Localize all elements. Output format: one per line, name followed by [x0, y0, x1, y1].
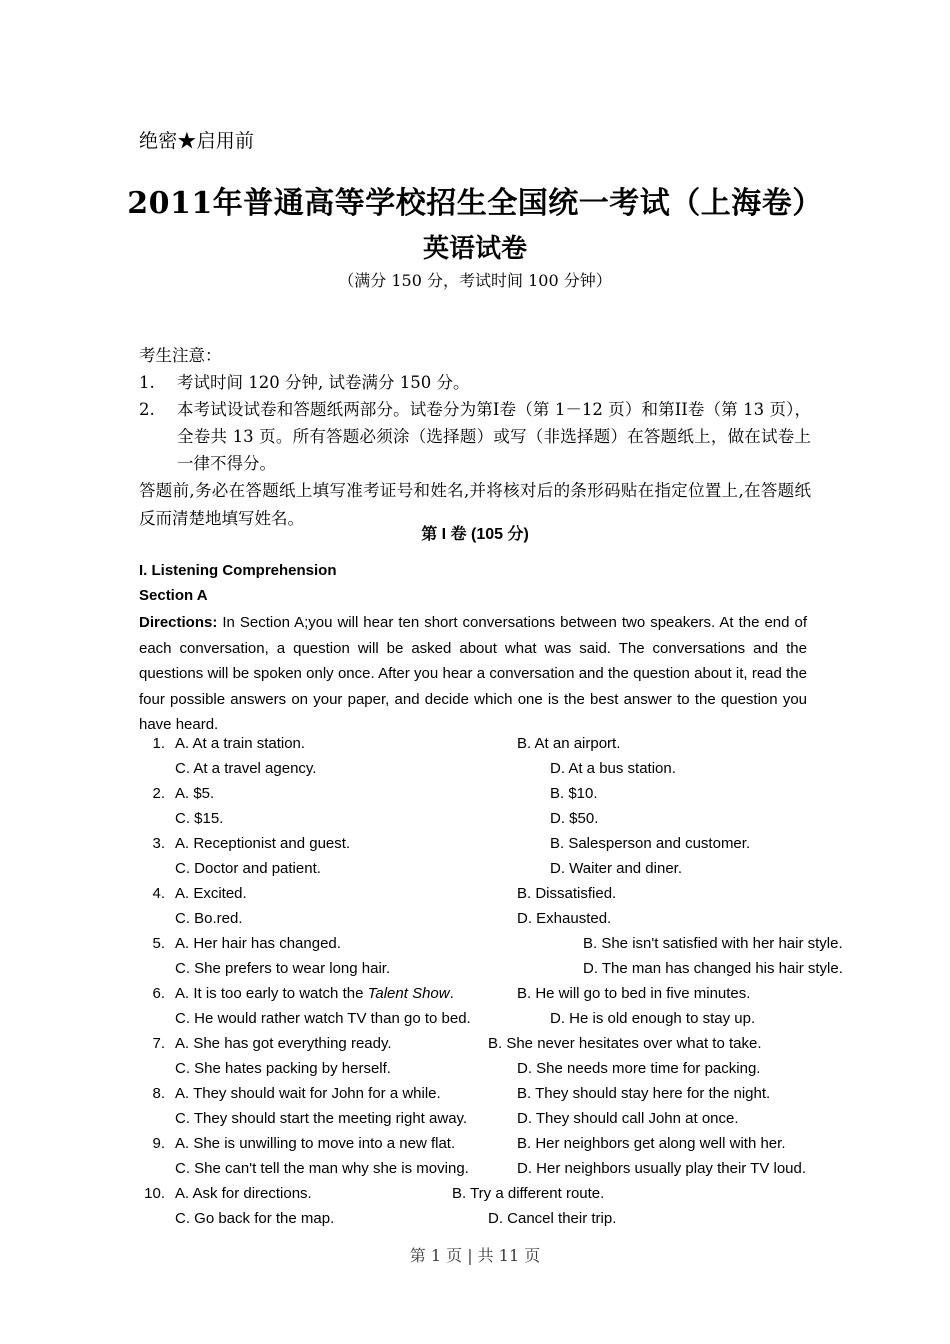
option-c[interactable]: C. He would rather watch TV than go to bed. — [175, 1010, 471, 1027]
option-b[interactable]: B. Dissatisfied. — [517, 885, 617, 902]
question-row — [139, 1131, 829, 1156]
question-row — [139, 1006, 829, 1031]
question-number: 6. — [152, 985, 165, 1002]
part-one-heading: 第 I 卷 (105 分) — [421, 526, 529, 543]
option-a[interactable]: A. She has got everything ready. — [175, 1035, 392, 1052]
option-d[interactable]: D. Cancel their trip. — [488, 1210, 617, 1227]
option-c[interactable]: C. Doctor and patient. — [175, 860, 321, 877]
option-b[interactable]: B. They should stay here for the night. — [517, 1085, 771, 1102]
question-number: 2. — [152, 785, 165, 802]
option-b[interactable]: B. She never hesitates over what to take. — [488, 1035, 762, 1052]
option-c[interactable]: C. Go back for the map. — [175, 1210, 335, 1227]
question-number: 9. — [152, 1135, 165, 1152]
option-c[interactable]: C. She can't tell the man why she is moving. — [175, 1160, 469, 1177]
directions-paragraph — [139, 610, 807, 738]
question-row — [139, 831, 829, 856]
option-c[interactable]: C. They should start the meeting right away. — [175, 1110, 468, 1127]
question-number: 7. — [152, 1035, 165, 1052]
option-b[interactable]: B. $10. — [550, 785, 598, 802]
notice-item — [139, 369, 811, 396]
question-number: 10. — [144, 1185, 165, 1202]
option-c[interactable]: C. At a travel agency. — [175, 760, 317, 777]
option-d[interactable]: D. He is old enough to stay up. — [550, 1010, 756, 1027]
question-number: 3. — [152, 835, 165, 852]
option-a[interactable]: A. Her hair has changed. — [175, 935, 341, 952]
page-title: 2011年普通高等学校招生全国统一考试（上海卷） — [127, 186, 823, 221]
option-b[interactable]: B. At an airport. — [517, 735, 621, 752]
option-d[interactable]: D. The man has changed his hair style. — [583, 960, 843, 977]
directions-label: Directions: — [139, 614, 218, 631]
page-subtitle: 英语试卷 — [422, 234, 527, 264]
question-row — [139, 781, 829, 806]
option-a[interactable] — [175, 981, 454, 1006]
option-a[interactable]: A. Receptionist and guest. — [175, 835, 351, 852]
option-a[interactable]: A. Ask for directions. — [175, 1185, 312, 1202]
option-a[interactable]: A. $5. — [175, 785, 215, 802]
option-c[interactable]: C. $15. — [175, 810, 224, 827]
question-row — [139, 1206, 829, 1231]
option-d[interactable]: D. Waiter and diner. — [550, 860, 683, 877]
exam-score-time-note: （满分 150 分，考试时间 100 分钟） — [338, 271, 612, 290]
question-row — [139, 731, 829, 756]
question-row — [139, 1081, 829, 1106]
question-row — [139, 1156, 829, 1181]
option-a-text-suffix: . — [449, 985, 454, 1002]
question-row — [139, 956, 843, 981]
option-d[interactable]: D. $50. — [550, 810, 599, 827]
page-footer: 第 1 页 | 共 11 页 — [409, 1246, 541, 1265]
option-a[interactable]: A. She is unwilling to move into a new flat. — [175, 1135, 456, 1152]
notice-item-number: 1. — [139, 373, 155, 392]
question-row — [139, 806, 829, 831]
option-d[interactable]: D. She needs more time for packing. — [517, 1060, 761, 1077]
option-d[interactable]: D. They should call John at once. — [517, 1110, 739, 1127]
question-number: 4. — [152, 885, 165, 902]
option-a[interactable]: A. They should wait for John for a while. — [175, 1085, 441, 1102]
option-b[interactable]: B. He will go to bed in five minutes. — [517, 985, 751, 1002]
question-row — [139, 856, 829, 881]
question-row — [139, 1106, 829, 1131]
option-a-text-prefix: A. It is too early to watch the — [175, 985, 368, 1002]
question-row — [139, 906, 829, 931]
option-a[interactable]: A. At a train station. — [175, 735, 306, 752]
question-list — [139, 731, 843, 1231]
directions-text: In Section A;you will hear ten short conversations between two speakers. At the end of each conversation, a question will be asked about what was said. The conversations and the questions will be spoken only once. After you hear a conversation and the question about it, read the four possible answers on your paper, and decide which one is the best answer to the question you have heard. — [139, 614, 807, 733]
question-row — [139, 881, 829, 906]
option-d[interactable]: D. Exhausted. — [517, 910, 612, 927]
listening-comprehension-block — [139, 558, 807, 738]
confidential-label: 绝密★启用前 — [139, 130, 255, 152]
option-c[interactable]: C. She hates packing by herself. — [175, 1060, 391, 1077]
option-b[interactable]: B. Try a different route. — [452, 1185, 605, 1202]
option-d[interactable]: D. At a bus station. — [550, 760, 676, 777]
question-row — [139, 1056, 829, 1081]
option-c[interactable]: C. She prefers to wear long hair. — [175, 960, 391, 977]
notice-item-number: 2. — [139, 400, 155, 419]
option-a-title-italic: Talent Show — [367, 985, 450, 1002]
candidate-notice — [139, 342, 811, 533]
question-number: 8. — [152, 1085, 165, 1102]
option-b[interactable]: B. Her neighbors get along well with her. — [517, 1135, 786, 1152]
section-label: Section A — [139, 587, 208, 604]
option-b[interactable]: B. Salesperson and customer. — [550, 835, 751, 852]
notice-heading: 考生注意： — [139, 346, 222, 365]
question-row — [139, 931, 843, 956]
question-row — [139, 1031, 829, 1056]
question-row — [139, 1181, 829, 1206]
section-title: I. Listening Comprehension — [139, 562, 337, 579]
question-row — [139, 756, 829, 781]
notice-item-text: 考试时间 120 分钟, 试卷满分 150 分。 — [177, 373, 470, 392]
question-number: 1. — [152, 735, 165, 752]
notice-item-text: 本考试设试卷和答题纸两部分。试卷分为第I卷（第 1－12 页）和第II卷（第 13 页），全卷共 13 页。所有答题必须涂（选择题）或写（非选择题）在答题纸上，做在试卷上一律不得分。 — [177, 400, 811, 473]
option-a[interactable]: A. Excited. — [175, 885, 247, 902]
notice-item — [139, 396, 811, 477]
question-row — [139, 981, 829, 1006]
option-c[interactable]: C. Bo.red. — [175, 910, 243, 927]
option-b[interactable]: B. She isn't satisfied with her hair style. — [583, 935, 843, 952]
question-number: 5. — [152, 935, 165, 952]
notice-tail-text: 答题前,务必在答题纸上填写准考证号和姓名,并将核对后的条形码贴在指定位置上,在答题纸反而清楚地填写姓名。 — [139, 481, 811, 528]
option-d[interactable]: D. Her neighbors usually play their TV loud. — [517, 1160, 807, 1177]
